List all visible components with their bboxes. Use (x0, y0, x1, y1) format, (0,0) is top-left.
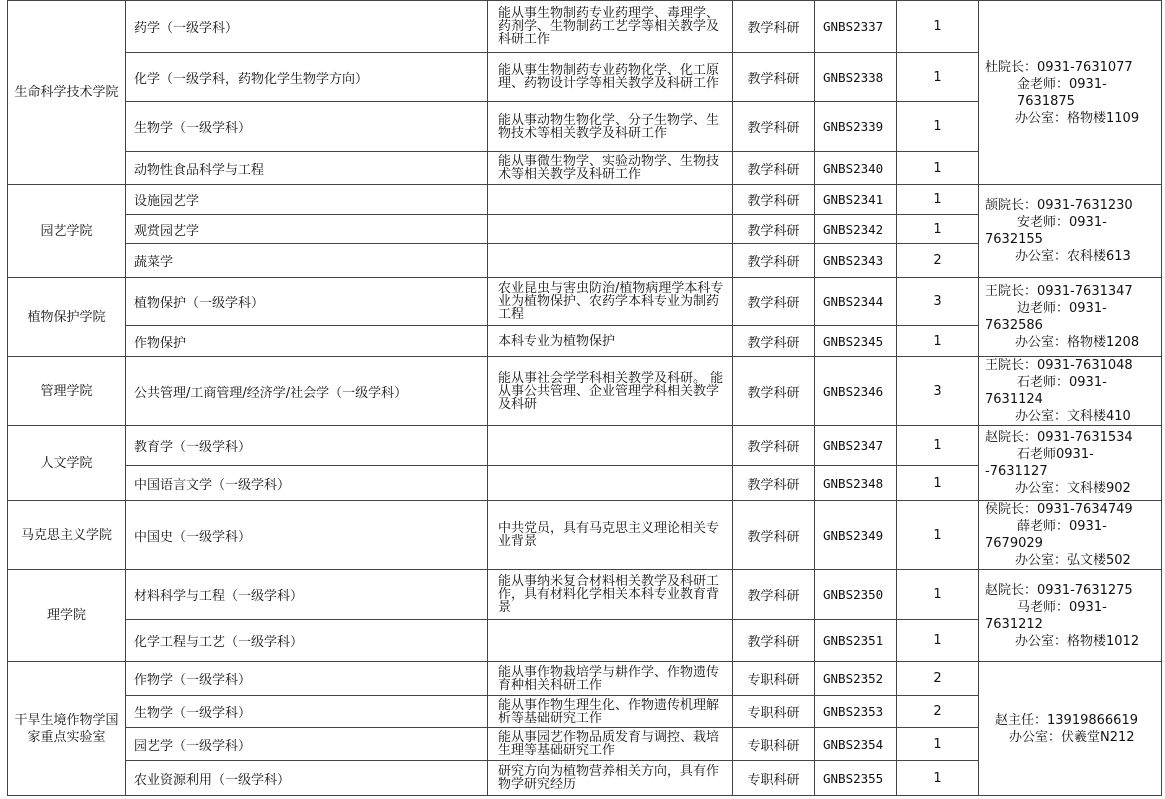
post-code-cell: GNBS2351 (815, 620, 897, 662)
requirement-cell (488, 215, 733, 244)
headcount-cell: 1 (897, 152, 979, 185)
post-code-cell: GNBS2338 (815, 53, 897, 102)
major-cell: 药学（一级学科） (126, 1, 488, 53)
department-cell: 管理学院 (8, 357, 126, 426)
headcount-cell: 2 (897, 662, 979, 696)
post-type-cell: 教学科研 (733, 620, 815, 662)
major-cell: 教育学（一级学科） (126, 426, 488, 466)
department-cell: 生命科学技术学院 (8, 1, 126, 185)
major-cell: 农业资源利用（一级学科） (126, 761, 488, 796)
post-type-cell: 专职科研 (733, 696, 815, 728)
post-type-cell: 专职科研 (733, 728, 815, 761)
requirement-cell: 中共党员，具有马克思主义理论相关专业背景 (488, 501, 733, 570)
headcount-cell: 1 (897, 426, 979, 466)
headcount-cell: 1 (897, 728, 979, 761)
post-type-cell: 专职科研 (733, 662, 815, 696)
post-type-cell: 专职科研 (733, 761, 815, 796)
major-cell: 动物性食品科学与工程 (126, 152, 488, 185)
requirement-cell (488, 466, 733, 501)
major-cell: 观赏园艺学 (126, 215, 488, 244)
post-code-cell: GNBS2346 (815, 357, 897, 426)
major-cell: 公共管理/工商管理/经济学/社会学（一级学科） (126, 357, 488, 426)
headcount-cell: 1 (897, 215, 979, 244)
requirement-cell: 能从事微生物学、实验动物学、生物技术等相关教学及科研工作 (488, 152, 733, 185)
post-code-cell: GNBS2344 (815, 278, 897, 326)
table-row (8, 662, 1162, 696)
contact-cell: 赵主任：13919866619 办公室：伏羲堂N212 (979, 662, 1162, 796)
contact-cell: 王院长：0931-7631347 边老师：0931- 7632586 办公室：格物楼1208 (979, 278, 1162, 357)
post-code-cell: GNBS2343 (815, 244, 897, 278)
department-cell: 园艺学院 (8, 185, 126, 278)
table-row (8, 501, 1162, 570)
headcount-cell: 1 (897, 185, 979, 215)
headcount-cell: 1 (897, 761, 979, 796)
headcount-cell: 2 (897, 244, 979, 278)
post-code-cell: GNBS2352 (815, 662, 897, 696)
requirement-cell (488, 244, 733, 278)
post-code-cell: GNBS2337 (815, 1, 897, 53)
major-cell: 化学（一级学科，药物化学生物学方向） (126, 53, 488, 102)
post-type-cell: 教学科研 (733, 426, 815, 466)
headcount-cell: 3 (897, 357, 979, 426)
major-cell: 设施园艺学 (126, 185, 488, 215)
requirement-cell: 能从事动物生物化学、分子生物学、生物技术等相关教学及科研工作 (488, 102, 733, 152)
department-cell: 人文学院 (8, 426, 126, 501)
table-row (8, 357, 1162, 426)
headcount-cell: 1 (897, 102, 979, 152)
post-type-cell: 教学科研 (733, 244, 815, 278)
major-cell: 中国史（一级学科） (126, 501, 488, 570)
department-cell: 干旱生境作物学国家重点实验室 (8, 662, 126, 796)
post-code-cell: GNBS2341 (815, 185, 897, 215)
post-type-cell: 教学科研 (733, 102, 815, 152)
major-cell: 化学工程与工艺（一级学科） (126, 620, 488, 662)
major-cell: 生物学（一级学科） (126, 696, 488, 728)
post-code-cell: GNBS2349 (815, 501, 897, 570)
post-code-cell: GNBS2348 (815, 466, 897, 501)
headcount-cell: 1 (897, 570, 979, 620)
headcount-cell: 1 (897, 501, 979, 570)
contact-cell: 赵院长：0931-7631534 石老师0931- -7631127 办公室：文科楼902 (979, 426, 1162, 501)
post-type-cell: 教学科研 (733, 278, 815, 326)
department-cell: 马克思主义学院 (8, 501, 126, 570)
requirement-cell: 能从事纳米复合材料相关教学及科研工作，具有材料化学相关本科专业教育背景 (488, 570, 733, 620)
table-row (8, 185, 1162, 215)
headcount-cell: 1 (897, 466, 979, 501)
major-cell: 蔬菜学 (126, 244, 488, 278)
post-type-cell: 教学科研 (733, 215, 815, 244)
requirement-cell: 能从事园艺作物品质发育与调控、栽培生理等基础研究工作 (488, 728, 733, 761)
requirement-cell (488, 620, 733, 662)
post-type-cell: 教学科研 (733, 326, 815, 357)
post-code-cell: GNBS2355 (815, 761, 897, 796)
headcount-cell: 3 (897, 278, 979, 326)
major-cell: 植物保护（一级学科） (126, 278, 488, 326)
requirement-cell: 农业昆虫与害虫防治/植物病理学本科专业为植物保护、农药学本科专业为制药工程 (488, 278, 733, 326)
headcount-cell: 1 (897, 620, 979, 662)
major-cell: 中国语言文学（一级学科） (126, 466, 488, 501)
post-code-cell: GNBS2353 (815, 696, 897, 728)
headcount-cell: 2 (897, 696, 979, 728)
post-code-cell: GNBS2340 (815, 152, 897, 185)
post-code-cell: GNBS2347 (815, 426, 897, 466)
post-type-cell: 教学科研 (733, 501, 815, 570)
requirement-cell: 能从事生物制药专业药理学、毒理学、药剂学、生物制药工艺学等相关教学及科研工作 (488, 1, 733, 53)
headcount-cell: 1 (897, 53, 979, 102)
recruitment-table (7, 0, 1162, 796)
post-type-cell: 教学科研 (733, 570, 815, 620)
major-cell: 园艺学（一级学科） (126, 728, 488, 761)
table-row (8, 570, 1162, 620)
requirement-cell: 能从事作物栽培学与耕作学、作物遗传育种相关科研工作 (488, 662, 733, 696)
headcount-cell: 1 (897, 1, 979, 53)
requirement-cell (488, 426, 733, 466)
major-cell: 生物学（一级学科） (126, 102, 488, 152)
post-type-cell: 教学科研 (733, 357, 815, 426)
post-type-cell: 教学科研 (733, 185, 815, 215)
post-code-cell: GNBS2350 (815, 570, 897, 620)
department-cell: 植物保护学院 (8, 278, 126, 357)
contact-cell: 赵院长：0931-7631275 马老师：0931- 7631212 办公室：格物楼1012 (979, 570, 1162, 662)
post-code-cell: GNBS2342 (815, 215, 897, 244)
contact-cell: 侯院长：0931-7634749 薛老师：0931- 7679029 办公室：弘文楼502 (979, 501, 1162, 570)
major-cell: 作物学（一级学科） (126, 662, 488, 696)
requirement-cell: 本科专业为植物保护 (488, 326, 733, 357)
requirement-cell: 能从事作物生理生化、作物遗传机理解析等基础研究工作 (488, 696, 733, 728)
contact-cell: 颉院长：0931-7631230 安老师：0931- 7632155 办公室：农科楼613 (979, 185, 1162, 278)
major-cell: 作物保护 (126, 326, 488, 357)
post-code-cell: GNBS2354 (815, 728, 897, 761)
requirement-cell: 能从事社会学学科相关教学及科研。 能从事公共管理、企业管理学科相关教学及科研 (488, 357, 733, 426)
table-row (8, 426, 1162, 466)
post-type-cell: 教学科研 (733, 53, 815, 102)
contact-cell: 杜院长：0931-7631077 金老师：0931- 7631875 办公室：格物楼1109 (979, 1, 1162, 185)
post-type-cell: 教学科研 (733, 1, 815, 53)
contact-cell: 王院长：0931-7631048 石老师：0931- 7631124 办公室：文科楼410 (979, 357, 1162, 426)
post-type-cell: 教学科研 (733, 152, 815, 185)
table-row (8, 1, 1162, 53)
post-type-cell: 教学科研 (733, 466, 815, 501)
requirement-cell: 能从事生物制药专业药物化学、化工原理、药物设计学等相关教学及科研工作 (488, 53, 733, 102)
requirement-cell (488, 185, 733, 215)
post-code-cell: GNBS2345 (815, 326, 897, 357)
headcount-cell: 1 (897, 326, 979, 357)
requirement-cell: 研究方向为植物营养相关方向，具有作物学研究经历 (488, 761, 733, 796)
major-cell: 材料科学与工程（一级学科） (126, 570, 488, 620)
post-code-cell: GNBS2339 (815, 102, 897, 152)
department-cell: 理学院 (8, 570, 126, 662)
table-row (8, 278, 1162, 326)
